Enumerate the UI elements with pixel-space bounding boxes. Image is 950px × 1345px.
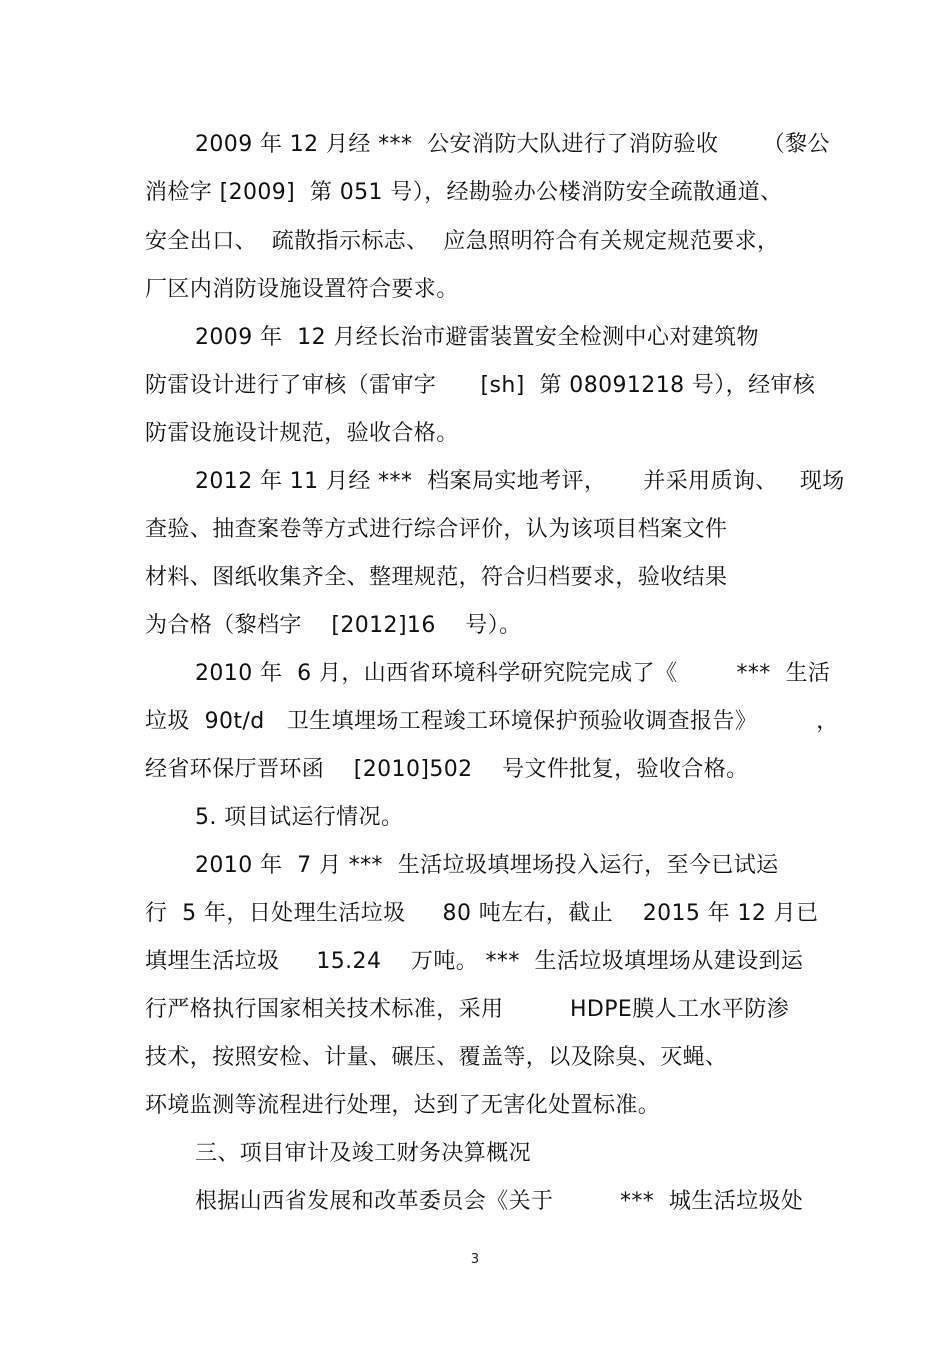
- text-line: 厂区内消防设施设置符合要求。: [145, 277, 459, 302]
- text-line: 2012 年 11 月经 *** 档案局实地考评， 并采用质询、 现场: [195, 469, 845, 494]
- text-line: 2010 年 7 月 *** 生活垃圾填埋场投入运行，至今已试运: [195, 853, 779, 878]
- page-number: 3: [470, 1252, 480, 1267]
- text-line: 材料、图纸收集齐全、整理规范，符合归档要求，验收结果: [145, 565, 728, 590]
- text-line: 技术，按照安检、计量、碾压、覆盖等，以及除臭、灭蝇、: [145, 1045, 728, 1070]
- text-line: 为合格（黎档字 [2012]16 号）。: [145, 613, 522, 638]
- text-line: 消检字 [2009] 第 051 号），经勘验办公楼消防安全疏散通道、: [145, 180, 783, 205]
- text-line: 经省环保厅晋环函 [2010]502 号文件批复，验收合格。: [145, 757, 749, 782]
- text-line: 防雷设施设计规范，验收合格。: [145, 421, 459, 446]
- section-heading: 5. 项目试运行情况。: [195, 805, 404, 830]
- text-line: 行严格执行国家相关技术标准，采用 HDPE膜人工水平防渗: [145, 997, 789, 1022]
- text-line: 垃圾 90t/d 卫生填埋场工程竣工环境保护预验收调查报告》 ，: [145, 709, 839, 734]
- text-line: 环境监测等流程进行处理，达到了无害化处置标准。: [145, 1093, 661, 1118]
- text-line: 安全出口、 疏散指示标志、 应急照明符合有关规定规范要求，: [145, 229, 780, 254]
- text-line: 填埋生活垃圾 15.24 万吨。 *** 生活垃圾填埋场从建设到运: [145, 949, 804, 974]
- text-line: 2009 年 12 月经长治市避雷装置安全检测中心对建筑物: [195, 325, 759, 350]
- text-line: 根据山西省发展和改革委员会《关于 *** 城生活垃圾处: [195, 1189, 804, 1214]
- text-line: 2010 年 6 月，山西省环境科学研究院完成了《 *** 生活: [195, 661, 831, 686]
- text-line: 2009 年 12 月经 *** 公安消防大队进行了消防验收 （黎公: [195, 132, 830, 157]
- text-line: 查验、抽查案卷等方式进行综合评价，认为该项目档案文件: [145, 517, 728, 542]
- section-heading: 三、项目审计及竣工财务决算概况: [195, 1141, 532, 1166]
- text-line: 行 5 年，日处理生活垃圾 80 吨左右，截止 2015 年 12 月已: [145, 901, 819, 926]
- text-line: 防雷设计进行了审核（雷审字 [sh] 第 08091218 号），经审核: [145, 373, 816, 398]
